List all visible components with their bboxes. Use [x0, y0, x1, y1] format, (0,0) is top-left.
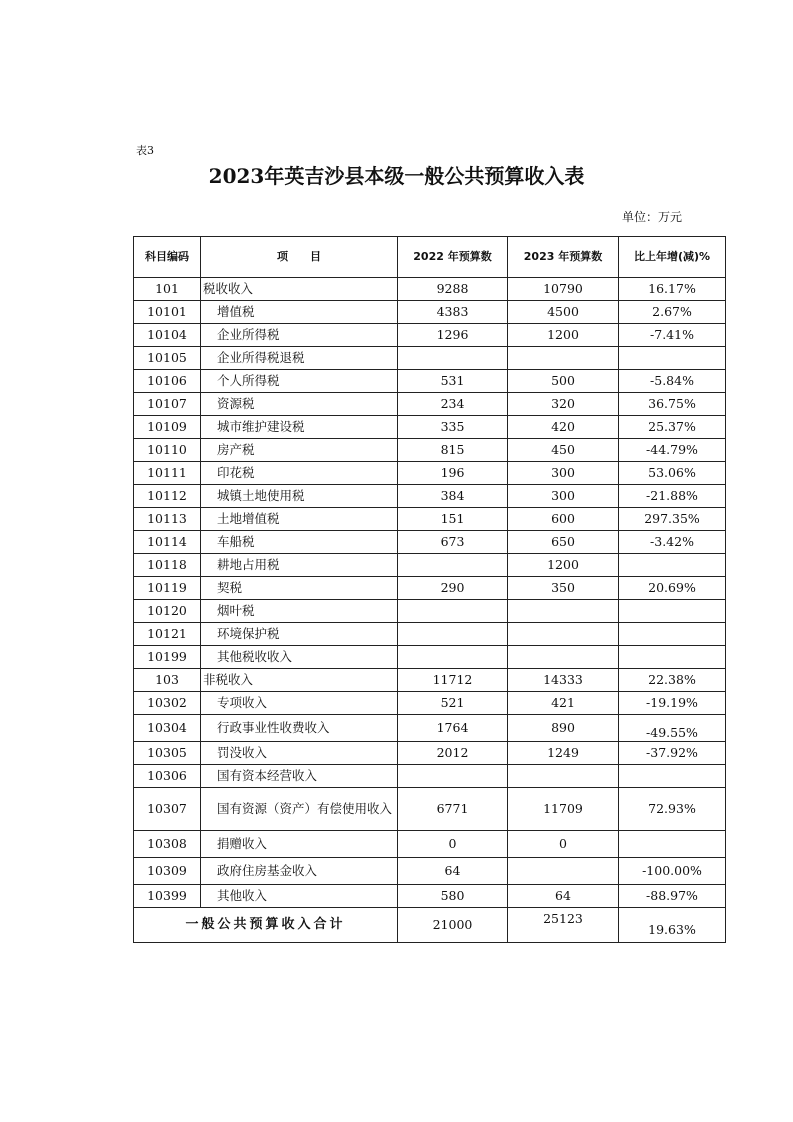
row-item-name: 行政事业性收费收入: [201, 715, 398, 742]
row-change: 20.69%: [619, 577, 726, 600]
row-code: 10110: [134, 439, 201, 462]
row-code: 10120: [134, 600, 201, 623]
table-row: [134, 788, 726, 831]
header-code: 科目编码: [134, 237, 201, 278]
budget-revenue-table: [133, 236, 726, 943]
row-budget-2022: 1296: [398, 324, 508, 347]
row-change: 36.75%: [619, 393, 726, 416]
row-budget-2022: 11712: [398, 669, 508, 692]
row-change: -19.19%: [619, 692, 726, 715]
row-budget-2023: 650: [508, 531, 619, 554]
row-item-name: 增值税: [201, 301, 398, 324]
row-item-name: 国有资本经营收入: [201, 765, 398, 788]
row-code: 10109: [134, 416, 201, 439]
row-budget-2023: 890: [508, 715, 619, 742]
row-code: 10307: [134, 788, 201, 831]
row-code: 10114: [134, 531, 201, 554]
table-row: [134, 646, 726, 669]
table-row: [134, 416, 726, 439]
row-change: -21.88%: [619, 485, 726, 508]
row-budget-2023: 1249: [508, 742, 619, 765]
row-code: 10107: [134, 393, 201, 416]
row-budget-2022: 9288: [398, 278, 508, 301]
row-change: 72.93%: [619, 788, 726, 831]
row-code: 10104: [134, 324, 201, 347]
row-budget-2023: 4500: [508, 301, 619, 324]
row-budget-2022: 4383: [398, 301, 508, 324]
row-item-name: 企业所得税退税: [201, 347, 398, 370]
row-budget-2022: 290: [398, 577, 508, 600]
row-change: 16.17%: [619, 278, 726, 301]
table-row: [134, 858, 726, 885]
row-change: 2.67%: [619, 301, 726, 324]
row-item-name: 土地增值税: [201, 508, 398, 531]
row-item-name: 政府住房基金收入: [201, 858, 398, 885]
row-budget-2023: 64: [508, 885, 619, 908]
row-change: 22.38%: [619, 669, 726, 692]
row-budget-2023: 420: [508, 416, 619, 439]
row-code: 10112: [134, 485, 201, 508]
row-item-name: 资源税: [201, 393, 398, 416]
row-budget-2022: 815: [398, 439, 508, 462]
row-item-name: 烟叶税: [201, 600, 398, 623]
row-budget-2022: 521: [398, 692, 508, 715]
row-code: 10304: [134, 715, 201, 742]
row-item-name: 企业所得税: [201, 324, 398, 347]
row-item-name: 其他税收收入: [201, 646, 398, 669]
row-budget-2022: 6771: [398, 788, 508, 831]
row-budget-2023: 300: [508, 485, 619, 508]
row-code: 10121: [134, 623, 201, 646]
row-budget-2022: 2012: [398, 742, 508, 765]
row-code: 10101: [134, 301, 201, 324]
row-change: 53.06%: [619, 462, 726, 485]
row-code: 10118: [134, 554, 201, 577]
row-budget-2023: 300: [508, 462, 619, 485]
row-budget-2022: [398, 646, 508, 669]
total-row: [134, 908, 726, 943]
row-change: 297.35%: [619, 508, 726, 531]
row-change: [619, 347, 726, 370]
row-budget-2022: 151: [398, 508, 508, 531]
document-title: 2023年英吉沙县本级一般公共预算收入表: [208, 164, 585, 188]
row-budget-2023: [508, 858, 619, 885]
row-code: 10399: [134, 885, 201, 908]
row-budget-2022: [398, 623, 508, 646]
total-budget-2022: 21000: [398, 908, 508, 943]
table-row: [134, 324, 726, 347]
row-budget-2022: 673: [398, 531, 508, 554]
row-item-name: 罚没收入: [201, 742, 398, 765]
row-budget-2022: [398, 600, 508, 623]
row-budget-2023: [508, 646, 619, 669]
table-row: [134, 831, 726, 858]
row-code: 10306: [134, 765, 201, 788]
row-budget-2023: 350: [508, 577, 619, 600]
row-code: 103: [134, 669, 201, 692]
row-change: [619, 646, 726, 669]
row-change: -100.00%: [619, 858, 726, 885]
row-budget-2022: 0: [398, 831, 508, 858]
unit-label: 单位：万元: [622, 210, 683, 224]
table-row: [134, 692, 726, 715]
row-budget-2023: 320: [508, 393, 619, 416]
row-item-name: 国有资源（资产）有偿使用收入: [201, 788, 398, 831]
row-budget-2023: 11709: [508, 788, 619, 831]
row-change: -3.42%: [619, 531, 726, 554]
row-code: 10105: [134, 347, 201, 370]
table-row: [134, 554, 726, 577]
table-row: [134, 531, 726, 554]
row-code: 101: [134, 278, 201, 301]
header-budget-2022: 2022 年预算数: [398, 237, 508, 278]
table-row: [134, 669, 726, 692]
row-item-name: 专项收入: [201, 692, 398, 715]
table-row: [134, 765, 726, 788]
table-row: [134, 462, 726, 485]
table-row: [134, 393, 726, 416]
row-budget-2023: 450: [508, 439, 619, 462]
table-row: [134, 485, 726, 508]
row-item-name: 其他收入: [201, 885, 398, 908]
row-change: -88.97%: [619, 885, 726, 908]
row-budget-2022: [398, 554, 508, 577]
total-budget-2023: 25123: [508, 908, 619, 943]
row-item-name: 耕地占用税: [201, 554, 398, 577]
row-change: -7.41%: [619, 324, 726, 347]
row-item-name: 印花税: [201, 462, 398, 485]
row-code: 10199: [134, 646, 201, 669]
row-budget-2022: 335: [398, 416, 508, 439]
row-item-name: 房产税: [201, 439, 398, 462]
row-budget-2023: 1200: [508, 554, 619, 577]
row-budget-2023: [508, 623, 619, 646]
table-row: [134, 301, 726, 324]
row-item-name: 捐赠收入: [201, 831, 398, 858]
row-item-name: 契税: [201, 577, 398, 600]
table-row: [134, 508, 726, 531]
header-item: 项 目: [201, 237, 398, 278]
table-row: [134, 623, 726, 646]
row-budget-2023: 600: [508, 508, 619, 531]
row-code: 10309: [134, 858, 201, 885]
row-change: [619, 831, 726, 858]
row-item-name: 城镇土地使用税: [201, 485, 398, 508]
row-change: -37.92%: [619, 742, 726, 765]
row-budget-2022: [398, 347, 508, 370]
row-code: 10308: [134, 831, 201, 858]
row-budget-2022: 234: [398, 393, 508, 416]
header-budget-2023: 2023 年预算数: [508, 237, 619, 278]
header-change: 比上年增(减)%: [619, 237, 726, 278]
row-change: 25.37%: [619, 416, 726, 439]
row-budget-2023: 10790: [508, 278, 619, 301]
row-item-name: 车船税: [201, 531, 398, 554]
row-item-name: 个人所得税: [201, 370, 398, 393]
row-budget-2023: 1200: [508, 324, 619, 347]
row-change: [619, 600, 726, 623]
row-change: [619, 623, 726, 646]
row-budget-2022: 1764: [398, 715, 508, 742]
table-row: [134, 600, 726, 623]
row-budget-2023: 0: [508, 831, 619, 858]
row-budget-2023: 500: [508, 370, 619, 393]
total-change: 19.63%: [619, 908, 726, 943]
row-code: 10106: [134, 370, 201, 393]
table-row: [134, 715, 726, 742]
table-row: [134, 370, 726, 393]
row-item-name: 环境保护税: [201, 623, 398, 646]
row-item-name: 非税收入: [201, 669, 398, 692]
row-code: 10111: [134, 462, 201, 485]
row-budget-2022: [398, 765, 508, 788]
row-item-name: 城市维护建设税: [201, 416, 398, 439]
row-item-name: 税收收入: [201, 278, 398, 301]
row-budget-2022: 196: [398, 462, 508, 485]
row-change: -5.84%: [619, 370, 726, 393]
table-header-row: [134, 237, 726, 278]
row-budget-2022: 531: [398, 370, 508, 393]
row-budget-2023: 14333: [508, 669, 619, 692]
row-change: -49.55%: [619, 715, 726, 742]
row-code: 10113: [134, 508, 201, 531]
row-change: [619, 765, 726, 788]
row-change: [619, 554, 726, 577]
table-number-label: 表3: [136, 144, 154, 157]
table-row: [134, 439, 726, 462]
row-code: 10302: [134, 692, 201, 715]
total-label: 一般公共预算收入合计: [134, 908, 398, 943]
table-row: [134, 577, 726, 600]
row-budget-2023: [508, 765, 619, 788]
table-row: [134, 347, 726, 370]
row-budget-2023: [508, 347, 619, 370]
row-budget-2023: 421: [508, 692, 619, 715]
row-code: 10119: [134, 577, 201, 600]
table-row: [134, 742, 726, 765]
row-budget-2022: 580: [398, 885, 508, 908]
table-row: [134, 278, 726, 301]
row-code: 10305: [134, 742, 201, 765]
table-row: [134, 885, 726, 908]
row-budget-2022: 64: [398, 858, 508, 885]
row-change: -44.79%: [619, 439, 726, 462]
row-budget-2023: [508, 600, 619, 623]
row-budget-2022: 384: [398, 485, 508, 508]
